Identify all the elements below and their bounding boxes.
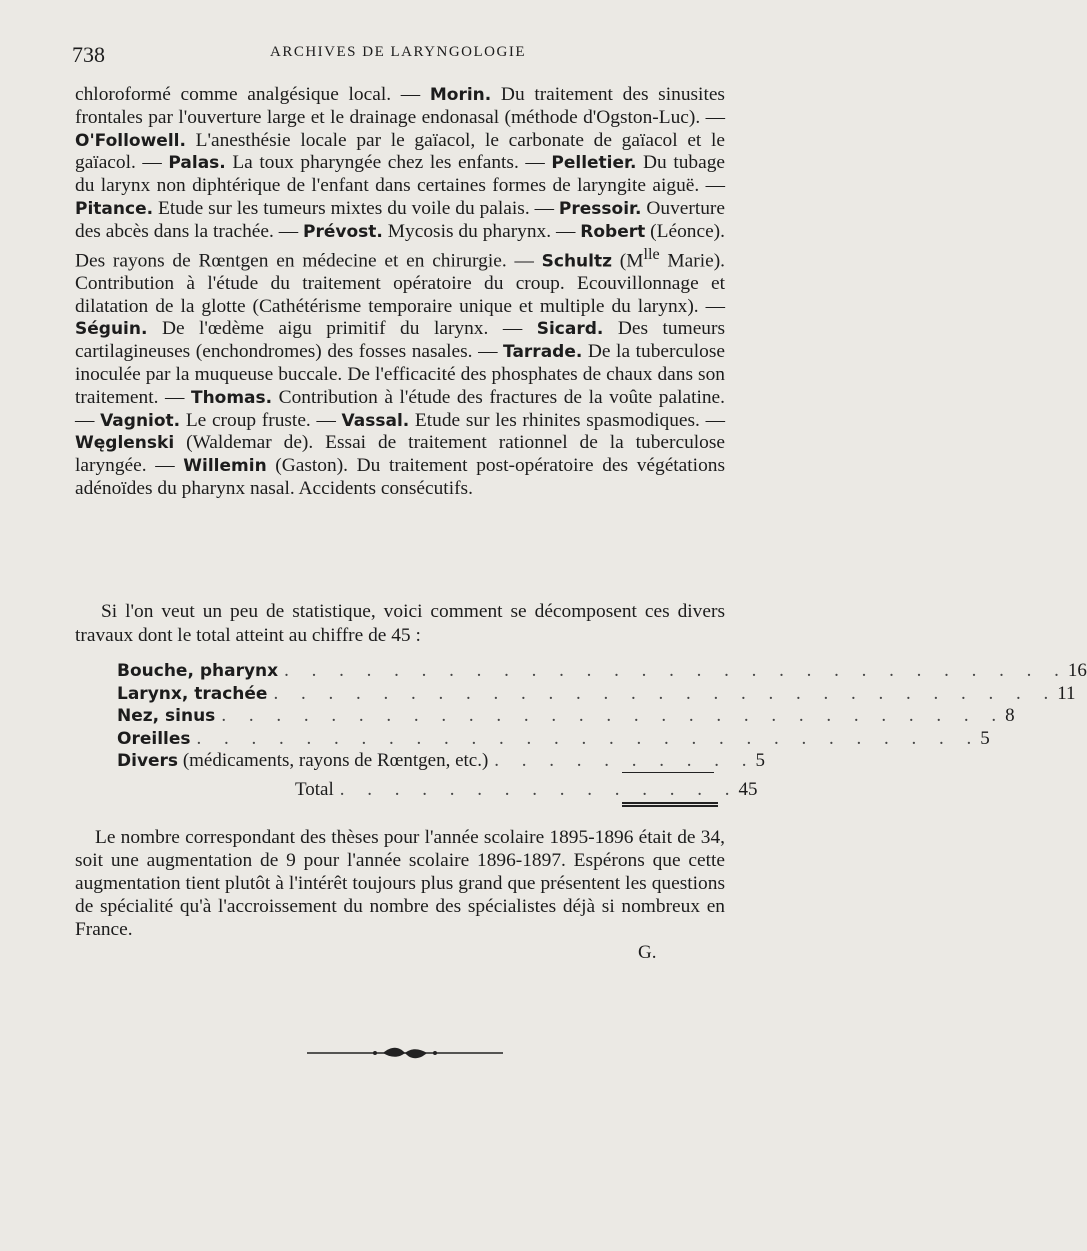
statistics-table xyxy=(117,660,1087,801)
table-row xyxy=(117,727,990,751)
signature: G. xyxy=(638,942,657,963)
running-title: ARCHIVES DE LARYNGOLOGIE xyxy=(270,44,526,60)
author-name: Prévost. xyxy=(303,221,383,242)
author-name: Willemin xyxy=(183,456,267,477)
text-segment: Etude sur les rhinites spasmodiques. — xyxy=(409,409,725,431)
leader-dots: . . . . . . . . . . . . . . . xyxy=(339,778,739,800)
statistics-intro-text: Si l'on veut un peu de statistique, voici comment se décomposent ces divers travaux dont le total atteint au chiffre de 45 : xyxy=(75,601,725,646)
category-label: Nez, sinus xyxy=(117,706,216,726)
leader-dots: . . . . . . . . . . xyxy=(494,750,756,771)
category-count: 11 xyxy=(1057,682,1076,704)
text-segment: (Waldemar de). Essai de traitement rationnel de la tuberculose laryngée. — xyxy=(75,432,725,477)
text-segment: Ouverture des abcès dans la trachée. — xyxy=(75,197,725,242)
sum-rule xyxy=(622,772,714,773)
author-name: Séguin. xyxy=(75,319,148,340)
author-name: Pitance. xyxy=(75,198,154,219)
category-label: Divers xyxy=(117,751,179,771)
page-header xyxy=(72,40,724,76)
text-segment: Du tubage du larynx non diphtérique de l'enfant dans certaines formes de laryngite aiguë. — xyxy=(75,152,725,197)
total-row xyxy=(117,778,758,802)
category-count: 8 xyxy=(1005,705,1015,726)
table-row xyxy=(117,682,1076,706)
thesis-list-paragraph xyxy=(75,84,725,501)
category-label: Larynx, trachée xyxy=(117,683,268,704)
total-value: 45 xyxy=(738,778,758,800)
text-segment: (Gaston). Du traitement post-opératoire des végétations adénoïdes du pharynx nasal. Accidents consécutifs. xyxy=(75,455,725,500)
author-name: Sicard. xyxy=(536,319,604,340)
text-segment: Du traitement des sinusites frontales par l'ouverture large et le drainage endonasal (méthode d'Ogston-Luc). — xyxy=(75,84,725,128)
text-segment: (M xyxy=(612,250,644,272)
text-segment: De l'œdème aigu primitif du larynx. — xyxy=(147,318,537,340)
ornament-divider xyxy=(305,1042,505,1062)
text-segment: Le croup fruste. — xyxy=(180,409,342,431)
category-count: 5 xyxy=(980,727,990,749)
author-name: O'Followell. xyxy=(75,130,186,151)
text-segment: (Léonce). Des rayons de Rœntgen en médecine et en chirurgie. — xyxy=(75,220,725,272)
author-name: Węglenski xyxy=(75,433,175,454)
total-double-rule xyxy=(622,802,718,807)
author-name: Morin. xyxy=(429,85,492,105)
total-label: Total xyxy=(295,778,334,800)
text-segment: L'anesthésie locale par le gaïacol, le carbonate de gaïacol et le gaïacol. — xyxy=(75,129,725,174)
page-number: 738 xyxy=(72,42,105,67)
text-segment: Etude sur les tumeurs mixtes du voile du palais. — xyxy=(153,197,559,219)
author-name: Robert xyxy=(580,221,646,242)
closing-paragraph xyxy=(75,826,725,941)
category-label: Bouche, pharynx xyxy=(117,661,279,681)
leader-dots: . . . . . . . . . . . . . . . . . . . . . . . . . . . . . xyxy=(273,682,1058,704)
author-name: Pelletier. xyxy=(551,153,637,174)
author-name: Vassal. xyxy=(341,410,410,431)
text-segment: Mycosis du pharynx. — xyxy=(382,220,581,242)
leader-dots: . . . . . . . . . . . . . . . . . . . . . . . . . . . . . xyxy=(221,705,1006,726)
author-name: Schultz xyxy=(541,251,612,272)
text-segment: Des tumeurs cartilagineuses (enchondromes) des fosses nasales. — xyxy=(75,318,726,363)
text-segment: Contribution à l'étude des fractures de la voûte palatine. — xyxy=(75,386,725,431)
author-name: Pressoir. xyxy=(558,198,642,219)
author-name: Vagniot. xyxy=(100,410,181,431)
text-segment: La toux pharyngée chez les enfants. — xyxy=(225,152,552,174)
table-row xyxy=(117,750,766,773)
text-segment: chloroformé comme analgésique local. — xyxy=(75,84,430,105)
category-count: 5 xyxy=(755,750,766,771)
leader-dots: . . . . . . . . . . . . . . . . . . . . . . . . . . . . . xyxy=(284,660,1068,681)
leader-dots: . . . . . . . . . . . . . . . . . . . . . . . . . . . . . xyxy=(196,727,981,749)
table-row xyxy=(117,705,1015,728)
category-count: 16 xyxy=(1067,660,1087,681)
category-label: Oreilles xyxy=(117,728,191,749)
superscript: lle xyxy=(643,245,660,263)
author-name: Thomas. xyxy=(190,387,273,408)
author-name: Palas. xyxy=(168,153,226,174)
table-row xyxy=(117,660,1087,683)
author-name: Tarrade. xyxy=(503,342,583,363)
text-segment: Marie). Contribution à l'étude du traitement opératoire du croup. Ecouvillonnage et dilatation de la glotte (Cathétérisme temporaire unique et multiple du larynx). — xyxy=(75,250,725,317)
category-note: (médicaments, rayons de Rœntgen, etc.) xyxy=(178,750,489,771)
statistics-intro xyxy=(75,600,725,648)
text-segment: De la tuberculose inoculée par la muqueuse buccale. De l'efficacité des phosphates de chaux dans son traitement. — xyxy=(75,341,725,408)
closing-text: Le nombre correspondant des thèses pour l'année scolaire 1895-1896 était de 34, soit une augmentation de 9 pour l'année scolaire 1896-1897. Espérons que cette augmentation tient plutôt à l'intérêt toujours plus grand que présentent les questions de spécialité qu'à l'accroissement du nombre des spécialistes déjà si nombreux en France. xyxy=(75,827,725,940)
